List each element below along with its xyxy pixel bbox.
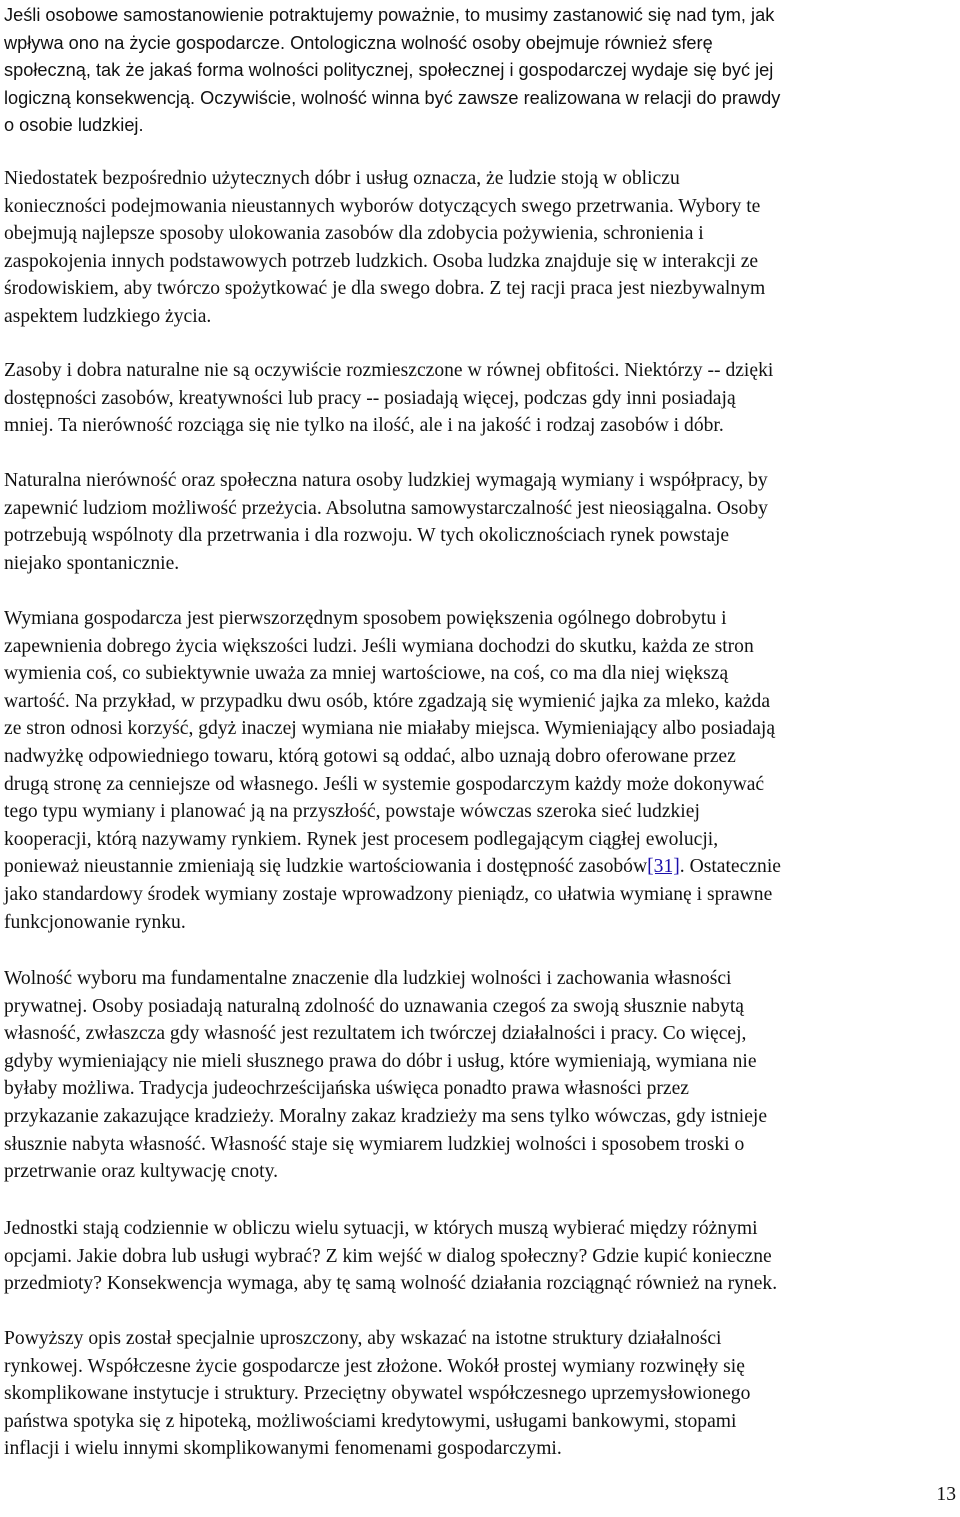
text-line: nadwyżkę odpowiedniego towaru, którą gotowi są oddać, albo uznają dobro oferowane przez (4, 745, 736, 767)
text-line: zapewnić ludziom możliwość przeżycia. Absolutna samowystarczalność jest nieosiągalna. Osoby (4, 497, 768, 519)
paragraph-self-determination (4, 2, 954, 140)
text-line: jako standardowy środek wymiany zostaje wprowadzony pieniądz, co ułatwia wymianę i sprawne (4, 883, 773, 905)
paragraph-exchange (4, 605, 954, 936)
page-number: 13 (936, 1484, 956, 1505)
text-segment: . Ostatecznie (679, 856, 781, 878)
text-line: potrzebują wspólnoty dla przetrwania i dla rozwoju. W tych okolicznościach rynek powstaje (4, 525, 730, 547)
text-line: Zasoby i dobra naturalne nie są oczywiście rozmieszczone w równej obfitości. Niektórzy -- dzięki (4, 360, 774, 381)
text-line: mniej. Ta nierówność rozciąga się nie tylko na ilość, ale i na jakość i rodzaj zasobów i dóbr. (4, 415, 724, 437)
text-line: Naturalna nierówność oraz społeczna natura osoby ludzkiej wymagają wymiany i współpracy, by (4, 470, 768, 491)
paragraph-scarcity (4, 165, 954, 331)
paragraph-freedom-of-choice (4, 965, 954, 1186)
text-line: dostępności zasobów, kreatywności lub pracy -- posiadają więcej, podczas gdy inni posiadają (4, 387, 736, 409)
text-line: państwa spotyka się z hipoteką, możliwościami kredytowymi, usługami bankowymi, stopami (4, 1410, 737, 1432)
text-line: Powyższy opis został specjalnie uproszczony, aby wskazać na istotne struktury działalności (4, 1328, 722, 1349)
text-line: Jednostki stają codziennie w obliczu wielu sytuacji, w których muszą wybierać między różnymi (4, 1218, 758, 1239)
text-line: wartość. Na przykład, w przypadku dwu osób, które zgadzają się wymienić jajka za mleko, każda (4, 690, 771, 712)
text-line: wpływa ono na życie gospodarcze. Ontologiczna wolność osoby obejmuje również sferę (4, 32, 713, 53)
text-line: własność, zwłaszcza gdy własność jest rezultatem ich twórczej działalności i pracy. Co więcej, (4, 1023, 747, 1045)
paragraph-resources (4, 357, 954, 440)
paragraph-inequality (4, 467, 954, 577)
text-line: gdyby wymieniający nie mieli słusznego prawa do dóbr i usług, które wymieniają, wymiana nie (4, 1050, 757, 1072)
text-line: środowiskiem, aby twórczo spożytkować je dla swego dobra. Z tej racji praca jest niezbywalnym (4, 278, 766, 300)
text-line: Niedostatek bezpośrednio użytecznych dóbr i usług oznacza, że ludzie stoją w obliczu (4, 168, 680, 189)
text-line: aspektem ludzkiego życia. (4, 305, 212, 327)
paragraph-daily-choices (4, 1215, 954, 1298)
text-line: inflacji i wielu innymi skomplikowanymi fenomenami gospodarczymi. (4, 1438, 562, 1460)
text-line: opcjami. Jakie dobra lub usługi wybrać? Z kim wejść w dialog społeczny? Gdzie kupić konieczne (4, 1245, 772, 1267)
text-line: prywatnej. Osoby posiadają naturalną zdolność do uznawania czegoś za swoją słusznie nabytą (4, 995, 744, 1017)
text-line: tego typu wymiany i planować ją na przyszłość, powstaje wówczas szeroka sieć ludzkiej (4, 801, 700, 823)
text-line: zaspokojenia innych podstawowych potrzeb ludzkich. Osoba ludzka znajduje się w interakcji ze (4, 250, 759, 272)
text-line: konieczności podejmowania nieustannych wyborów dotyczących swego przetrwania. Wybory te (4, 195, 761, 217)
text-line: kooperacji, którą nazywamy rynkiem. Rynek jest procesem podlegającym ciągłej ewolucji, (4, 828, 719, 850)
text-line: o osobie ludzkiej. (4, 115, 144, 136)
text-line: funkcjonowanie rynku. (4, 911, 186, 933)
text-line: przetrwanie oraz kultywację cnoty. (4, 1161, 278, 1183)
text-line-with-reference (4, 853, 954, 881)
text-line: przedmioty? Konsekwencja wymaga, aby tę samą wolność działania rozciągnąć również na rynek. (4, 1273, 778, 1295)
text-line: rynkowej. Współczesne życie gospodarcze jest złożone. Wokół prostej wymiany rozwinęły się (4, 1355, 745, 1377)
footnote-link-31[interactable]: [31] (647, 856, 680, 878)
text-line: Wolność wyboru ma fundamentalne znaczenie dla ludzkiej wolności i zachowania własności (4, 968, 732, 989)
text-line: obejmują najlepsze sposoby ulokowania zasobów dla zdobycia pożywienia, schronienia i (4, 223, 704, 245)
paragraph-simplified-description (4, 1325, 954, 1463)
text-line: przykazanie zakazujące kradzieży. Moralny zakaz kradzieży ma sens tylko wówczas, gdy istnieje (4, 1105, 768, 1127)
text-line: ze stron odnosi korzyść, gdyż inaczej wymiana nie miałaby miejsca. Wymieniający albo posiadają (4, 718, 776, 740)
text-line: logiczną konsekwencją. Oczywiście, wolność winna być zawsze realizowana w relacji do prawdy (4, 87, 781, 108)
text-line: niejako spontanicznie. (4, 552, 180, 574)
text-line: drugą stronę za cenniejsze od własnego. Jeśli w systemie gospodarczym każdy może dokonywać (4, 773, 765, 795)
text-line: zapewnienia dobrego życia większości ludzi. Jeśli wymiana dochodzi do skutku, każda ze stron (4, 635, 754, 657)
text-segment: ponieważ nieustannie zmieniają się ludzkie wartościowania i dostępność zasobów (4, 856, 648, 878)
text-line: słusznie nabyta własność. Własność staje się wymiarem ludzkiej wolności i sposobem troski o (4, 1133, 745, 1155)
text-line: wymienia coś, co subiektywnie uważa za mniej wartościowe, na coś, co ma dla niej większą (4, 663, 729, 685)
text-line: skomplikowane instytucje i struktury. Przeciętny obywatel współczesnego uprzemysłowionego (4, 1383, 751, 1405)
text-line: Wymiana gospodarcza jest pierwszorzędnym sposobem powiększenia ogólnego dobrobytu i (4, 608, 727, 629)
text-line: społeczną, tak że jakaś forma wolności politycznej, społecznej i gospodarczej wydaje się być jej (4, 60, 774, 81)
text-line: Jeśli osobowe samostanowienie potraktujemy poważnie, to musimy zastanowić się nad tym, jak (4, 5, 775, 25)
text-line: byłaby możliwa. Tradycja judeochrześcijańska uświęca ponadto prawa własności przez (4, 1078, 690, 1100)
